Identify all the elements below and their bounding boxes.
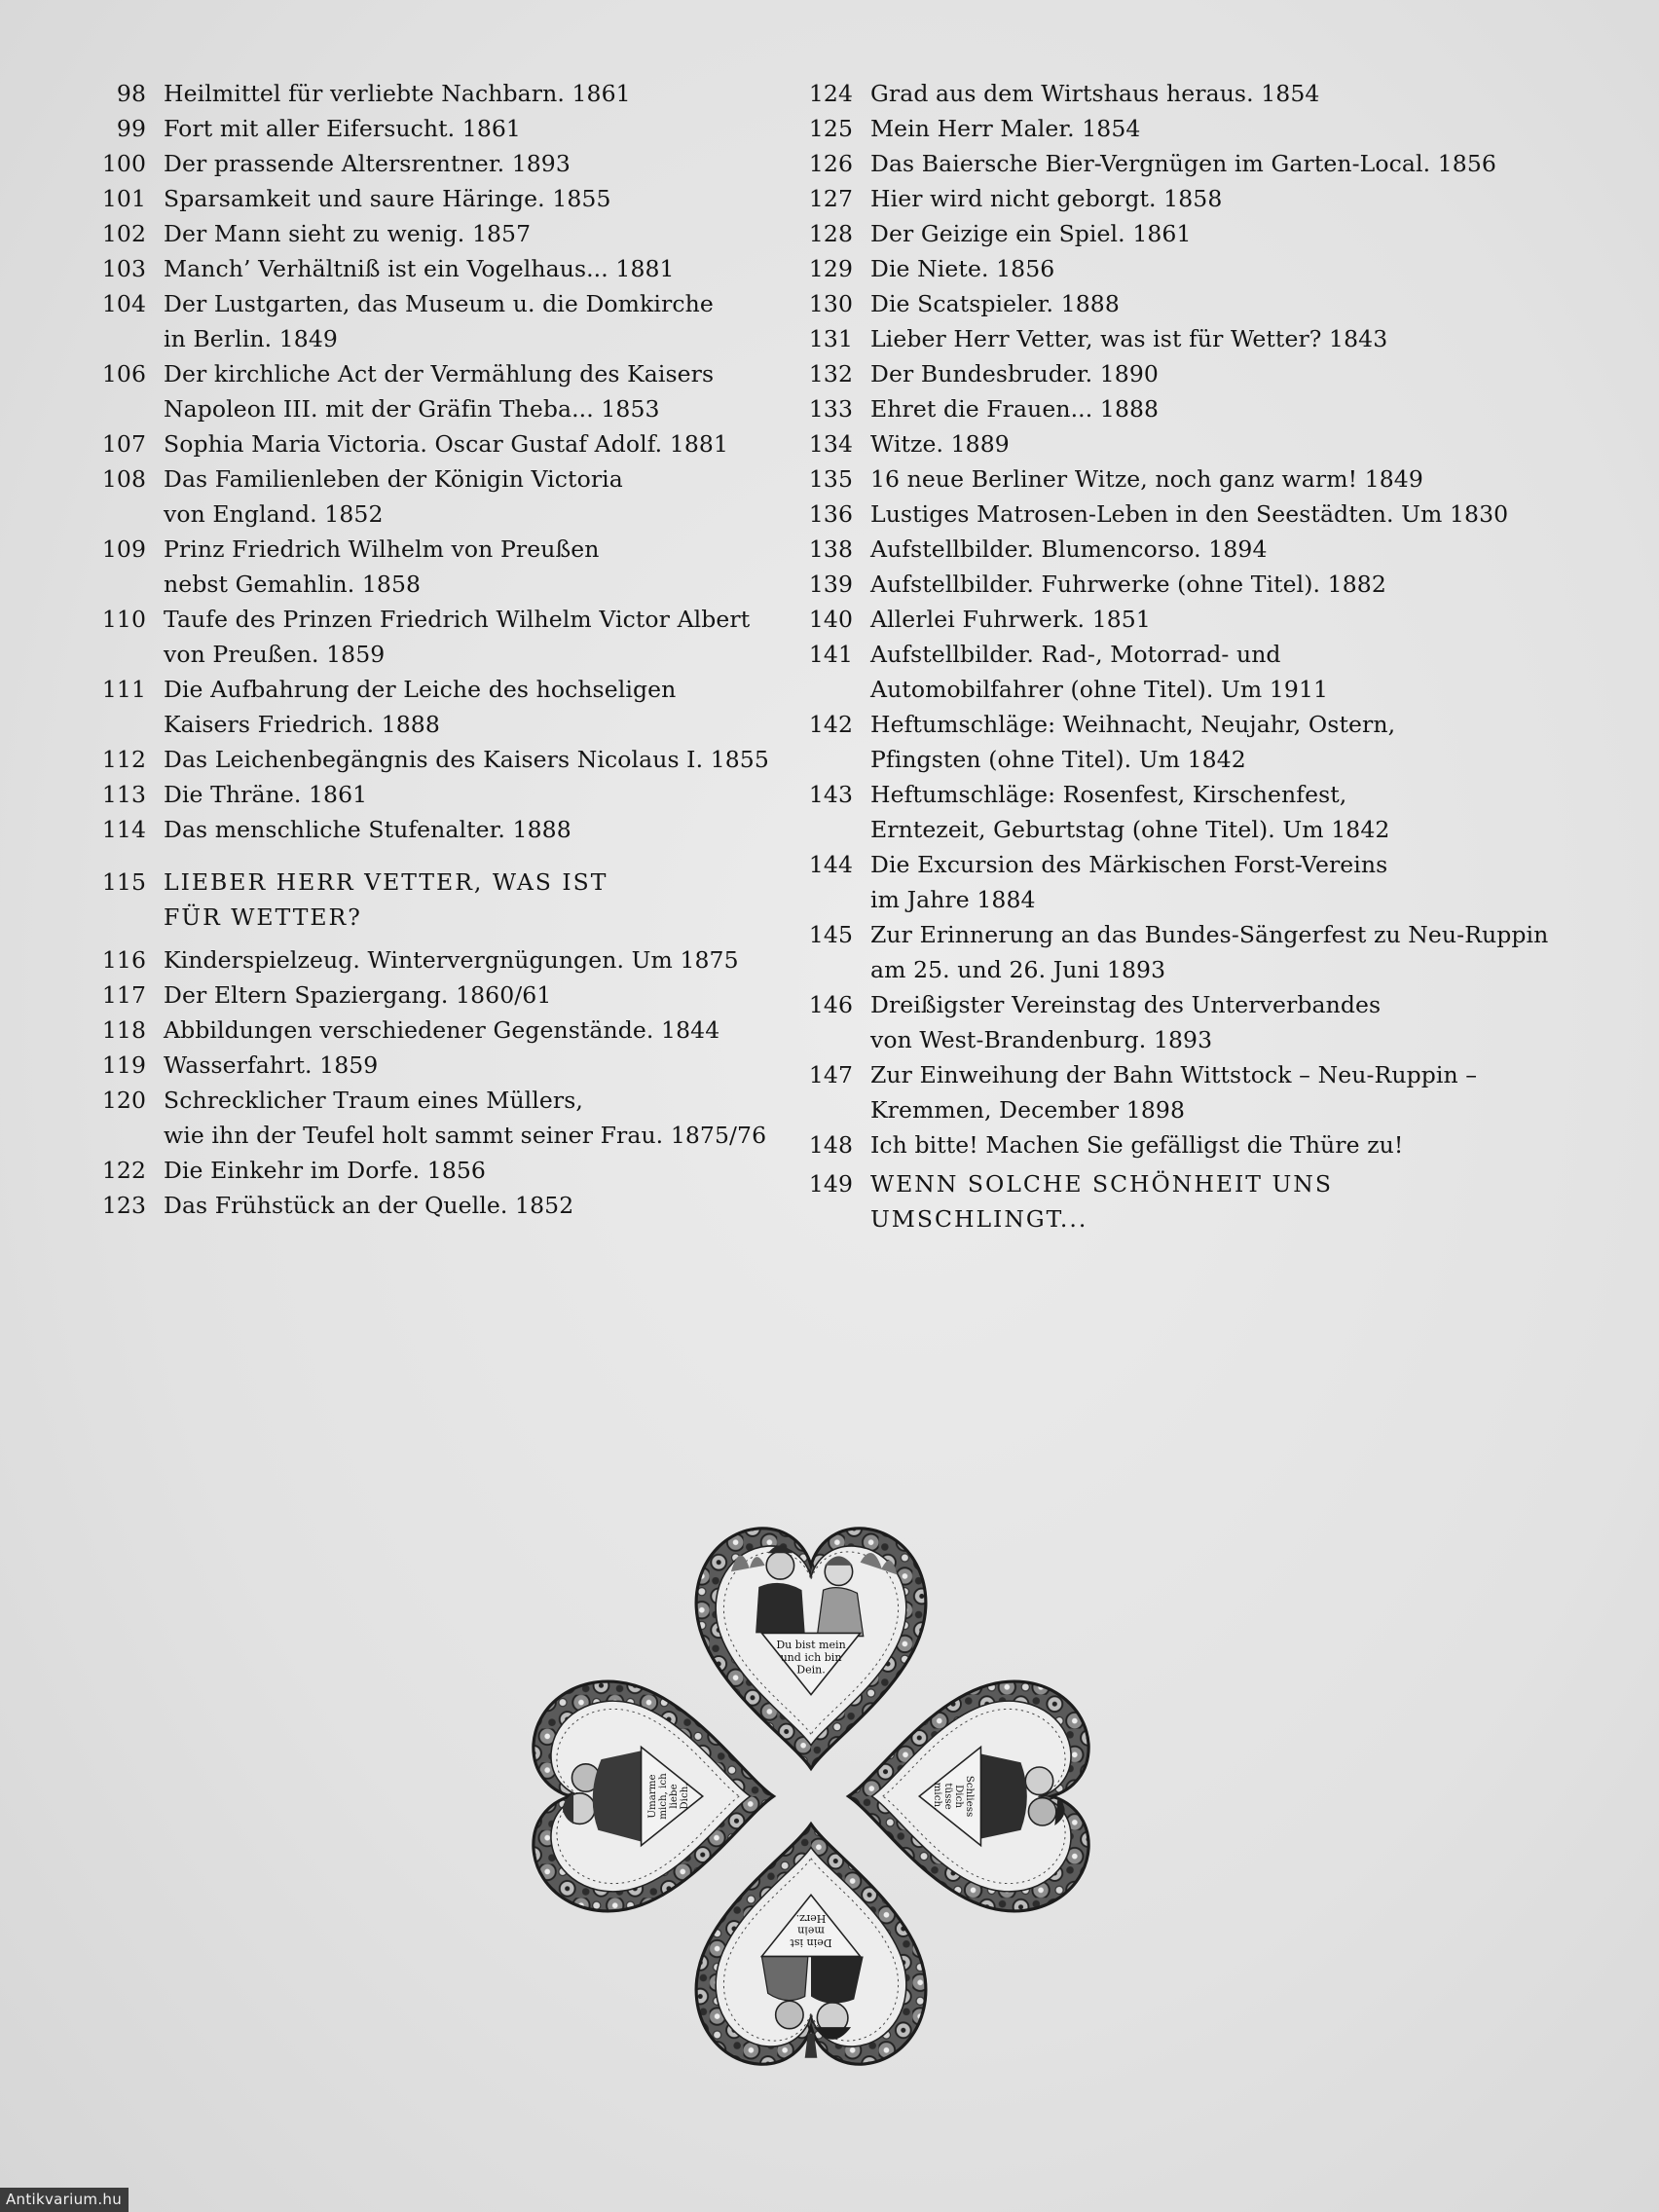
catalogue-entry xyxy=(80,532,781,602)
entry-title xyxy=(146,216,781,251)
entry-title-line: Der Mann sieht zu wenig. 1857 xyxy=(164,220,532,247)
entry-title xyxy=(146,1048,781,1083)
entry-number: 111 xyxy=(101,676,146,703)
entry-title-line: Heilmittel für verliebte Nachbarn. 1861 xyxy=(164,80,631,107)
entry-number: 140 xyxy=(808,606,853,633)
top-heart-panel xyxy=(696,1529,926,1769)
site-watermark: Antikvarium.hu xyxy=(0,2188,129,2212)
catalogue-entry xyxy=(804,917,1583,987)
entry-title xyxy=(146,977,781,1013)
entry-title-line: Kaisers Friedrich. 1888 xyxy=(164,711,440,738)
entry-number: 143 xyxy=(808,781,853,808)
entry-title-line: Kinderspielzeug. Wintervergnügungen. Um 1875 xyxy=(164,946,739,974)
entry-title xyxy=(146,942,781,977)
catalogue-entry xyxy=(80,777,781,812)
left-banner-line-4: Dich. xyxy=(678,1783,690,1810)
catalogue-entry xyxy=(804,602,1583,637)
top-banner-line-1: Du bist mein xyxy=(776,1639,846,1652)
catalogue-entry xyxy=(80,1083,781,1153)
catalogue-entry xyxy=(80,672,781,742)
entry-title xyxy=(853,426,1583,461)
entry-title-line: Ehret die Frauen... 1888 xyxy=(870,395,1160,423)
entry-title-line: LIEBER HERR VETTER, WAS IST xyxy=(164,868,608,896)
entry-number: 104 xyxy=(101,290,146,317)
catalogue-entry xyxy=(804,532,1583,567)
entry-number: 99 xyxy=(116,115,146,142)
entry-number: 98 xyxy=(116,80,146,107)
catalogue-entry xyxy=(80,461,781,532)
entry-title-line: Taufe des Prinzen Friedrich Wilhelm Victor Albert xyxy=(164,606,751,633)
catalogue-entry xyxy=(80,76,781,111)
entry-title-line: FÜR WETTER? xyxy=(164,903,362,931)
bottom-banner-line-2: mein xyxy=(797,1924,825,1937)
catalogue-entry xyxy=(804,707,1583,777)
entry-title-line: Kremmen, December 1898 xyxy=(870,1096,1186,1124)
entry-title-line: im Jahre 1884 xyxy=(870,886,1036,913)
entry-title xyxy=(853,602,1583,637)
entry-number: 130 xyxy=(808,290,853,317)
entry-number: 114 xyxy=(101,816,146,843)
entry-title xyxy=(853,532,1583,567)
entry-number: 107 xyxy=(101,430,146,458)
catalogue-entry xyxy=(80,942,781,977)
entry-number: 103 xyxy=(101,255,146,282)
left-column xyxy=(80,76,781,1223)
entry-title xyxy=(853,707,1583,777)
left-banner-line-3: liebe xyxy=(667,1784,680,1809)
entry-title-line: von Preußen. 1859 xyxy=(164,641,386,668)
four-leaf-clover-illustration xyxy=(446,1431,1176,2161)
left-banner-line-2: mich, ich xyxy=(656,1773,669,1820)
catalogue-entry xyxy=(80,146,781,181)
entry-number: 124 xyxy=(808,80,853,107)
top-banner-line-2: und ich bin xyxy=(780,1650,842,1664)
entry-title xyxy=(853,567,1583,602)
entry-title xyxy=(853,637,1583,707)
catalogue-entry xyxy=(80,426,781,461)
catalogue-entry xyxy=(804,146,1583,181)
entry-title xyxy=(146,865,781,935)
catalogue-entry xyxy=(804,777,1583,847)
entry-title-line: Allerlei Fuhrwerk. 1851 xyxy=(870,606,1151,633)
catalogue-entry xyxy=(80,1048,781,1083)
catalogue-entry xyxy=(804,461,1583,497)
entry-number: 101 xyxy=(101,185,146,212)
entry-title-line: Erntezeit, Geburtstag (ohne Titel). Um 1842 xyxy=(870,816,1390,843)
catalogue-entry xyxy=(804,216,1583,251)
entry-title-line: Der kirchliche Act der Vermählung des Kaisers xyxy=(164,360,715,387)
entry-title-line: Witze. 1889 xyxy=(870,430,1010,458)
entry-title-line: Pfingsten (ohne Titel). Um 1842 xyxy=(870,746,1246,773)
entry-title xyxy=(146,461,781,532)
entry-title xyxy=(853,146,1583,181)
entry-title xyxy=(146,426,781,461)
entry-title-line: Abbildungen verschiedener Gegenstände. 1844 xyxy=(164,1016,720,1044)
entry-number: 139 xyxy=(808,571,853,598)
entry-title xyxy=(146,672,781,742)
entry-title-line: in Berlin. 1849 xyxy=(164,325,338,352)
catalogue-entry xyxy=(804,1057,1583,1127)
entry-title-line: Napoleon III. mit der Gräfin Theba... 1853 xyxy=(164,395,660,423)
entry-title-line: Sparsamkeit und saure Häringe. 1855 xyxy=(164,185,611,212)
entry-title xyxy=(853,847,1583,917)
entry-title-line: Der prassende Altersrentner. 1893 xyxy=(164,150,571,177)
catalogue-entry xyxy=(804,497,1583,532)
entry-title xyxy=(853,76,1583,111)
entry-title-line: Mein Herr Maler. 1854 xyxy=(870,115,1141,142)
catalogue-entry xyxy=(804,426,1583,461)
entry-title xyxy=(146,146,781,181)
entry-number: 118 xyxy=(101,1016,146,1044)
catalogue-entry xyxy=(804,321,1583,356)
catalogue-entry xyxy=(804,567,1583,602)
entry-title-line: Fort mit aller Eifersucht. 1861 xyxy=(164,115,521,142)
entry-number: 149 xyxy=(808,1170,853,1198)
catalogue-entry xyxy=(80,602,781,672)
entry-title xyxy=(146,356,781,426)
catalogue-entry xyxy=(804,286,1583,321)
left-banner-line-1: Umarme xyxy=(645,1774,658,1819)
right-banner-line-4: mich. xyxy=(932,1782,944,1811)
entry-title xyxy=(853,777,1583,847)
entry-title xyxy=(853,917,1583,987)
entry-title-line: Die Einkehr im Dorfe. 1856 xyxy=(164,1157,486,1184)
catalogue-entry xyxy=(80,181,781,216)
entry-number: 144 xyxy=(808,851,853,878)
entry-title-line: von West-Brandenburg. 1893 xyxy=(870,1026,1213,1053)
entry-number: 125 xyxy=(808,115,853,142)
entry-title xyxy=(853,1127,1583,1162)
entry-title xyxy=(853,321,1583,356)
entry-title-line: Heftumschläge: Weihnacht, Neujahr, Ostern, xyxy=(870,711,1396,738)
catalogue-entry xyxy=(80,286,781,356)
entry-title-line: Die Excursion des Märkischen Forst-Vereins xyxy=(870,851,1388,878)
entry-number: 115 xyxy=(101,868,146,896)
entry-title-line: Der Eltern Spaziergang. 1860/61 xyxy=(164,981,552,1009)
catalogue-entry xyxy=(80,977,781,1013)
entry-title xyxy=(853,286,1583,321)
catalogue-entry xyxy=(804,76,1583,111)
entry-title-line: UMSCHLINGT... xyxy=(870,1205,1088,1233)
entry-title xyxy=(146,1153,781,1188)
catalogue-entry xyxy=(80,1188,781,1223)
entry-number: 141 xyxy=(808,641,853,668)
entry-title xyxy=(853,1057,1583,1127)
entry-number: 138 xyxy=(808,535,853,563)
entry-number: 100 xyxy=(101,150,146,177)
entry-title xyxy=(146,602,781,672)
entry-title-line: Prinz Friedrich Wilhelm von Preußen xyxy=(164,535,600,563)
entry-title xyxy=(146,251,781,286)
entry-title xyxy=(853,391,1583,426)
catalogue-entry xyxy=(80,251,781,286)
catalogue-entry xyxy=(804,391,1583,426)
entry-title xyxy=(146,181,781,216)
entry-title-line: von England. 1852 xyxy=(164,500,384,528)
entry-number: 129 xyxy=(808,255,853,282)
catalogue-entry xyxy=(80,742,781,777)
entry-number: 136 xyxy=(808,500,853,528)
entry-number: 145 xyxy=(808,921,853,948)
entry-title xyxy=(146,742,781,777)
entry-title-line: Wasserfahrt. 1859 xyxy=(164,1051,379,1079)
entry-number: 148 xyxy=(808,1131,853,1159)
entry-title xyxy=(146,1188,781,1223)
catalogue-entry xyxy=(804,637,1583,707)
entry-title xyxy=(853,987,1583,1057)
entry-number: 122 xyxy=(101,1157,146,1184)
entry-title-line: Der Lustgarten, das Museum u. die Domkirche xyxy=(164,290,714,317)
catalogue-entry xyxy=(80,812,781,847)
entry-number: 146 xyxy=(808,991,853,1018)
catalogue-entry xyxy=(804,251,1583,286)
entry-number: 134 xyxy=(808,430,853,458)
catalogue-entry xyxy=(80,1013,781,1048)
bottom-banner-line-3: Herz. xyxy=(795,1911,827,1925)
entry-title-line: Hier wird nicht geborgt. 1858 xyxy=(870,185,1223,212)
catalogue-entry xyxy=(80,216,781,251)
entry-title-line: Sophia Maria Victoria. Oscar Gustaf Adolf. 1881 xyxy=(164,430,729,458)
entry-number: 108 xyxy=(101,465,146,493)
entry-title xyxy=(146,1083,781,1153)
entry-title xyxy=(853,251,1583,286)
catalogue-entry xyxy=(804,181,1583,216)
right-banner-line-2: Dich xyxy=(953,1785,966,1808)
entry-title-line: am 25. und 26. Juni 1893 xyxy=(870,956,1166,983)
entry-number: 106 xyxy=(101,360,146,387)
entry-title xyxy=(146,777,781,812)
entry-title-line: Das Frühstück an der Quelle. 1852 xyxy=(164,1192,574,1219)
entry-title-line: Schrecklicher Traum eines Müllers, xyxy=(164,1087,583,1114)
right-banner-line-1: Schliess xyxy=(964,1775,977,1818)
right-banner-line-3: tüsse xyxy=(942,1783,955,1810)
entry-title xyxy=(146,812,781,847)
entry-title-line: Der Bundesbruder. 1890 xyxy=(870,360,1159,387)
catalogue-entry xyxy=(80,1153,781,1188)
entry-number: 127 xyxy=(808,185,853,212)
catalogue-entry xyxy=(804,1127,1583,1162)
entry-number: 120 xyxy=(101,1087,146,1114)
catalogue-entry xyxy=(804,987,1583,1057)
section-heading-entry xyxy=(804,1166,1583,1236)
entry-title-line: Zur Einweihung der Bahn Wittstock – Neu-Ruppin – xyxy=(870,1061,1478,1088)
left-heart-panel xyxy=(534,1681,774,1911)
entry-title xyxy=(146,286,781,356)
entry-title-line: Aufstellbilder. Blumencorso. 1894 xyxy=(870,535,1268,563)
entry-number: 110 xyxy=(101,606,146,633)
entry-title-line: Grad aus dem Wirtshaus heraus. 1854 xyxy=(870,80,1320,107)
entry-title-line: Das menschliche Stufenalter. 1888 xyxy=(164,816,571,843)
section-heading-entry xyxy=(80,865,781,935)
entry-title xyxy=(853,181,1583,216)
entry-title-line: Das Baiersche Bier-Vergnügen im Garten-Local. 1856 xyxy=(870,150,1496,177)
entry-title-line: Lustiges Matrosen-Leben in den Seestädten. Um 1830 xyxy=(870,500,1509,528)
entry-title-line: Lieber Herr Vetter, was ist für Wetter? 1843 xyxy=(870,325,1388,352)
catalogue-entry xyxy=(804,847,1583,917)
entry-title-line: nebst Gemahlin. 1858 xyxy=(164,571,422,598)
entry-title xyxy=(853,356,1583,391)
entry-title-line: Heftumschläge: Rosenfest, Kirschenfest, xyxy=(870,781,1347,808)
entry-title xyxy=(853,216,1583,251)
right-column xyxy=(804,76,1583,1244)
entry-number: 135 xyxy=(808,465,853,493)
entry-title-line: Aufstellbilder. Fuhrwerke (ohne Titel). 1882 xyxy=(870,571,1386,598)
catalogue-entry xyxy=(80,356,781,426)
entry-number: 117 xyxy=(101,981,146,1009)
entry-title xyxy=(853,111,1583,146)
entry-number: 109 xyxy=(101,535,146,563)
entry-title-line: Die Niete. 1856 xyxy=(870,255,1055,282)
catalogue-entry xyxy=(804,356,1583,391)
entry-title-line: WENN SOLCHE SCHÖNHEIT UNS xyxy=(870,1170,1333,1198)
right-heart-panel xyxy=(849,1681,1089,1911)
entry-number: 128 xyxy=(808,220,853,247)
entry-number: 133 xyxy=(808,395,853,423)
entry-number: 147 xyxy=(808,1061,853,1088)
entry-title-line: Dreißigster Vereinstag des Unterverbandes xyxy=(870,991,1382,1018)
catalogue-entry xyxy=(80,111,781,146)
entry-title-line: Die Aufbahrung der Leiche des hochseligen xyxy=(164,676,677,703)
entry-number: 123 xyxy=(101,1192,146,1219)
bottom-banner-line-1: Dein ist xyxy=(790,1936,832,1950)
catalogue-entry xyxy=(804,111,1583,146)
entry-number: 131 xyxy=(808,325,853,352)
entry-title xyxy=(146,532,781,602)
entry-title-line: Das Familienleben der Königin Victoria xyxy=(164,465,623,493)
entry-title-line: Aufstellbilder. Rad-, Motorrad- und xyxy=(870,641,1281,668)
entry-title xyxy=(146,111,781,146)
entry-title-line: Zur Erinnerung an das Bundes-Sängerfest zu Neu-Ruppin xyxy=(870,921,1549,948)
entry-title-line: Die Scatspieler. 1888 xyxy=(870,290,1120,317)
entry-number: 126 xyxy=(808,150,853,177)
entry-number: 142 xyxy=(808,711,853,738)
entry-title-line: 16 neue Berliner Witze, noch ganz warm! 1849 xyxy=(870,465,1423,493)
entry-title-line: wie ihn der Teufel holt sammt seiner Frau. 1875/76 xyxy=(164,1122,767,1149)
entry-number: 113 xyxy=(101,781,146,808)
entry-title xyxy=(146,1013,781,1048)
entry-number: 116 xyxy=(101,946,146,974)
entry-title-line: Das Leichenbegängnis des Kaisers Nicolaus I. 1855 xyxy=(164,746,769,773)
entry-title-line: Automobilfahrer (ohne Titel). Um 1911 xyxy=(870,676,1329,703)
entry-title-line: Ich bitte! Machen Sie gefälligst die Thüre zu! xyxy=(870,1131,1404,1159)
entry-title xyxy=(853,461,1583,497)
entry-title xyxy=(853,1166,1583,1236)
entry-title xyxy=(853,497,1583,532)
entry-title-line: Manch’ Verhältniß ist ein Vogelhaus... 1881 xyxy=(164,255,675,282)
entry-number: 132 xyxy=(808,360,853,387)
entry-title-line: Der Geizige ein Spiel. 1861 xyxy=(870,220,1192,247)
entry-number: 102 xyxy=(101,220,146,247)
entry-title-line: Die Thräne. 1861 xyxy=(164,781,368,808)
entry-number: 112 xyxy=(101,746,146,773)
bottom-heart-panel xyxy=(696,1825,926,2065)
entry-number: 119 xyxy=(101,1051,146,1079)
top-banner-line-3: Dein. xyxy=(796,1663,826,1677)
entry-title xyxy=(146,76,781,111)
